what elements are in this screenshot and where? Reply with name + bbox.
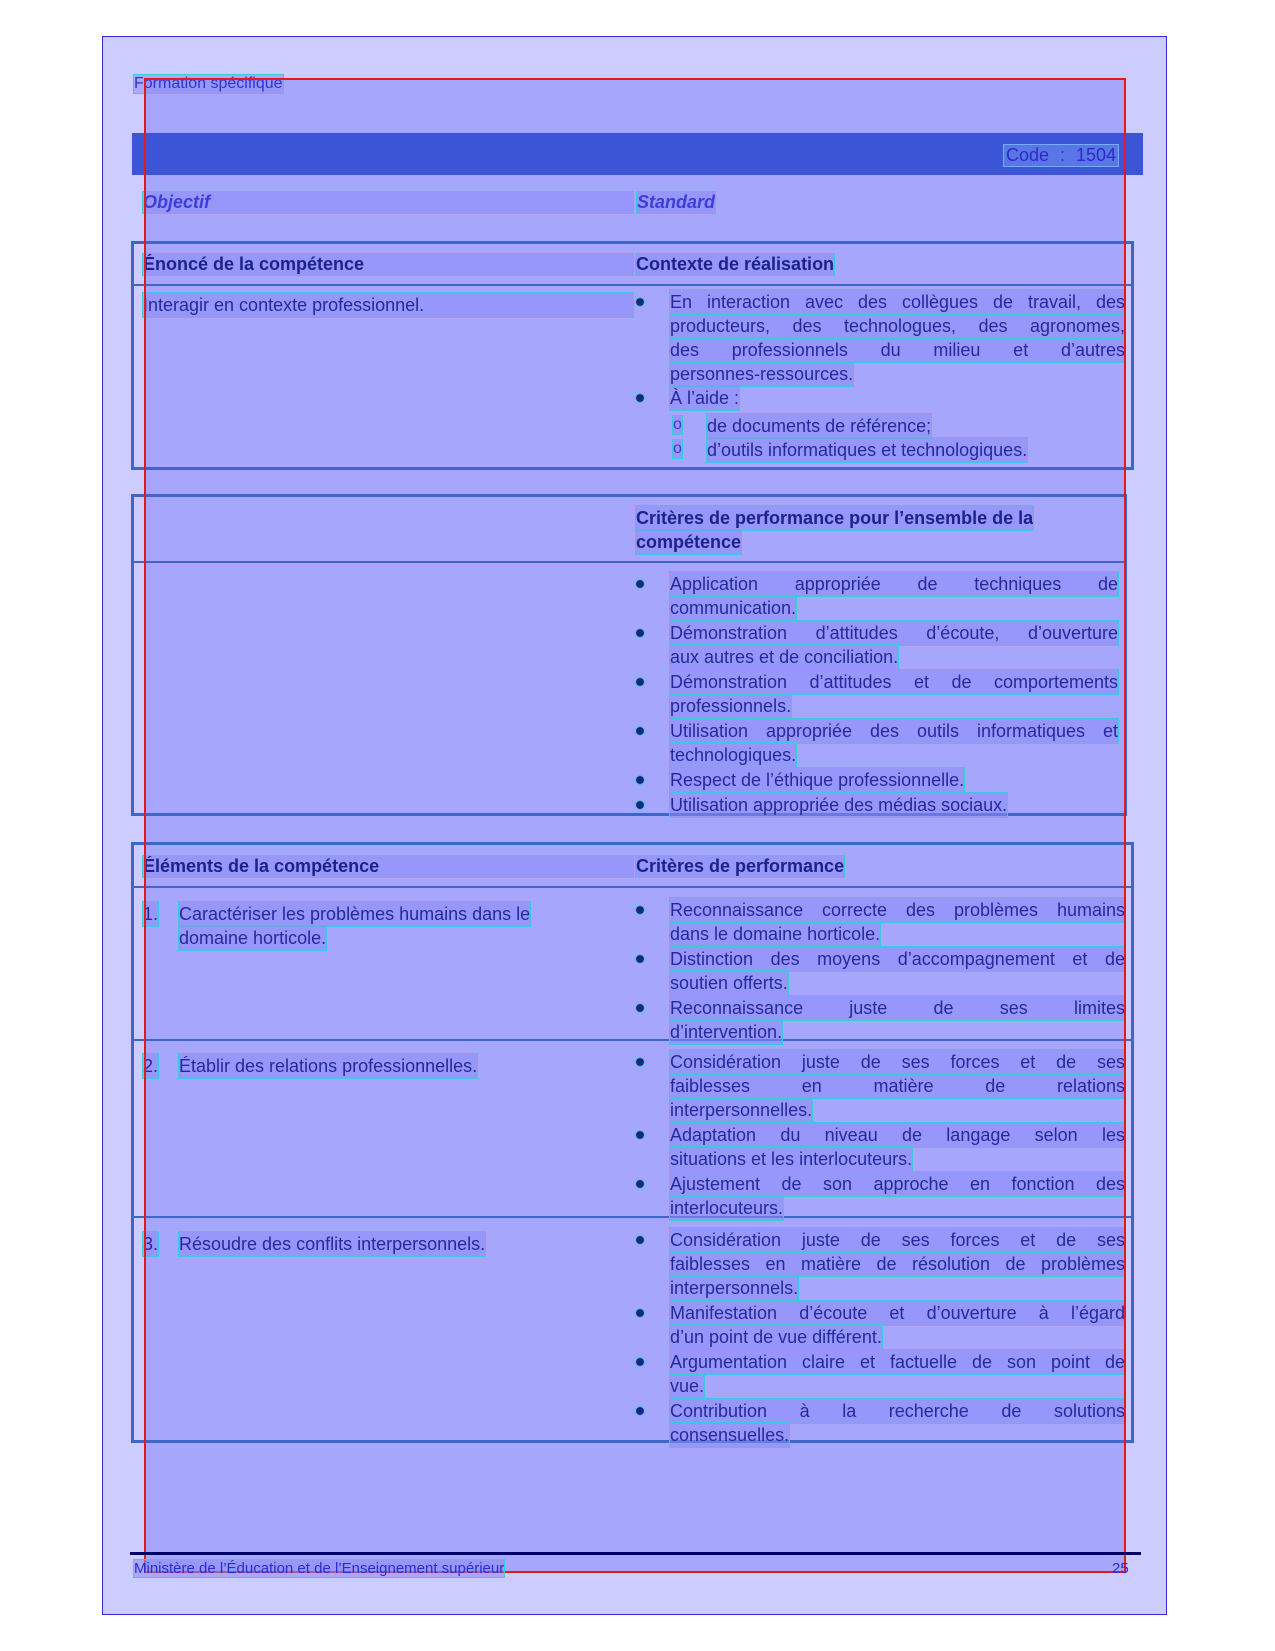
enonce-text: Interagir en contexte professionnel. (143, 293, 633, 317)
code-label: Code : 1504 (1006, 145, 1117, 165)
element-text: Résoudre des conflits interpersonnels. (179, 1234, 486, 1254)
criterion-line: faiblesses en matière de résolution de problèmes (670, 1254, 1125, 1274)
objectif-title: Objectif (143, 192, 633, 213)
bullet-icon (636, 298, 644, 306)
criterion-line: interlocuteurs. (670, 1198, 784, 1218)
ensemble-criterion (670, 621, 1118, 669)
criterion-line: dans le domaine horticole. (670, 924, 881, 944)
element-text: domaine horticole. (179, 928, 327, 948)
bullet-icon (636, 1004, 644, 1012)
criterion-line: Utilisation appropriée des outils informatiques et (670, 721, 1118, 741)
ensemble-header-line: Critères de performance pour l’ensemble de la (636, 508, 1034, 528)
criterion-line: Considération juste de ses forces et de ses (670, 1052, 1125, 1072)
criterion-line: Contribution à la recherche de solutions (670, 1401, 1125, 1421)
criterion-line: Reconnaissance correcte des problèmes humains (670, 900, 1125, 920)
competence-header-divider (131, 284, 1134, 286)
bullet-icon (636, 955, 644, 963)
bullet-icon (636, 580, 644, 588)
criterion-line: vue. (670, 1376, 705, 1396)
footer-rule (130, 1552, 1141, 1555)
criterion-line: consensuelles. (670, 1425, 790, 1445)
performance-criterion (670, 1172, 1125, 1220)
contexte-sub-item: d’outils informatiques et technologiques. (707, 440, 1028, 460)
criterion-line: personnes-ressources. (670, 364, 854, 384)
page-number: 25 (1112, 1560, 1129, 1577)
criterion-line: interpersonnels. (670, 1278, 799, 1298)
criterion-line: Considération juste de ses forces et de ses (670, 1230, 1125, 1250)
ensemble-header-divider (131, 561, 1127, 563)
performance-criterion (670, 947, 1125, 995)
contexte-header: Contexte de réalisation (636, 254, 835, 274)
enonce-header: Énoncé de la compétence (143, 254, 633, 275)
element-text: Établir des relations professionnelles. (179, 1056, 478, 1076)
bullet-icon (636, 1180, 644, 1188)
criterion-line: faiblesses en matière de relations (670, 1076, 1125, 1096)
criterion-line: Manifestation d’écoute et d’ouverture à l’égard (670, 1303, 1125, 1323)
element-number: 2. (143, 1056, 159, 1076)
contexte-sub-item: de documents de référence; (707, 416, 932, 436)
criterion-line: producteurs, des technologues, des agronomes, (670, 316, 1125, 336)
element-number: 3. (143, 1234, 159, 1254)
bullet-icon (636, 394, 644, 402)
ensemble-criterion (670, 670, 1118, 718)
performance-criterion (670, 1123, 1125, 1171)
criterion-line: soutien offerts. (670, 973, 788, 993)
criterion-line: Reconnaissance juste de ses limites (670, 998, 1125, 1018)
bullet-icon (636, 776, 644, 784)
performance-criterion (670, 1399, 1125, 1447)
performance-criterion (670, 996, 1125, 1044)
criterion-line: interpersonnelles. (670, 1100, 813, 1120)
elements-header: Éléments de la compétence (143, 856, 633, 877)
ensemble-criterion (670, 793, 1118, 817)
performance-criterion (670, 1228, 1125, 1300)
criterion-line: d’un point de vue différent. (670, 1327, 882, 1347)
criterion-line: Utilisation appropriée des médias sociaux. (670, 795, 1008, 815)
criterion-line: Démonstration d’attitudes et de comportements (670, 672, 1118, 692)
bullet-icon (636, 1407, 644, 1415)
footer-ministry: Ministère de l’Éducation et de l’Enseignement supérieur (134, 1560, 505, 1577)
criterion-line: Argumentation claire et factuelle de son point de (670, 1352, 1125, 1372)
criterion-line: aux autres et de conciliation. (670, 647, 899, 667)
criterion-line: Ajustement de son approche en fonction des (670, 1174, 1125, 1194)
element-text: Caractériser les problèmes humains dans le (179, 904, 531, 924)
criterion-line: Adaptation du niveau de langage selon les (670, 1125, 1125, 1145)
criterion-line: communication. (670, 598, 797, 618)
criterion-line: Application appropriée de techniques de (670, 574, 1118, 594)
code-bar (132, 133, 1143, 175)
criterion-line: professionnels. (670, 696, 792, 716)
criterion-line: Démonstration d’attitudes d’écoute, d’ouverture (670, 623, 1118, 643)
criterion-line: Distinction des moyens d’accompagnement et de (670, 949, 1125, 969)
bullet-icon (636, 678, 644, 686)
criteres-header: Critères de performance (636, 856, 845, 876)
sub-bullet-icon: o (673, 416, 682, 433)
contexte-item (670, 290, 1125, 386)
criterion-line: En interaction avec des collègues de travail, des (670, 292, 1125, 312)
performance-criterion (670, 898, 1125, 946)
ensemble-header-line: compétence (636, 532, 742, 552)
performance-criterion (670, 1050, 1125, 1122)
performance-criterion (670, 1350, 1125, 1398)
bullet-icon (636, 1058, 644, 1066)
ensemble-header (636, 506, 1096, 554)
contexte-item (670, 386, 1125, 410)
bullet-icon (636, 629, 644, 637)
ensemble-criterion (670, 572, 1118, 620)
criterion-line: situations et les interlocuteurs. (670, 1149, 913, 1169)
bullet-icon (636, 801, 644, 809)
bullet-icon (636, 1358, 644, 1366)
ensemble-criterion (670, 719, 1118, 767)
standard-title: Standard (637, 192, 716, 212)
criterion-line: des professionnels du milieu et d’autres (670, 340, 1125, 360)
criterion-line: À l’aide : (670, 388, 740, 408)
criterion-line: d’intervention. (670, 1022, 783, 1042)
criterion-line: technologiques. (670, 745, 797, 765)
bullet-icon (636, 1236, 644, 1244)
element-number: 1. (143, 904, 159, 924)
criterion-line: Respect de l’éthique professionnelle. (670, 770, 965, 790)
sub-bullet-icon: o (673, 440, 682, 457)
performance-criterion (670, 1301, 1125, 1349)
bullet-icon (636, 727, 644, 735)
elements-header-divider (131, 886, 1134, 888)
running-header: Formation spécifique (134, 75, 283, 92)
ensemble-criterion (670, 768, 1118, 792)
bullet-icon (636, 906, 644, 914)
bullet-icon (636, 1131, 644, 1139)
bullet-icon (636, 1309, 644, 1317)
